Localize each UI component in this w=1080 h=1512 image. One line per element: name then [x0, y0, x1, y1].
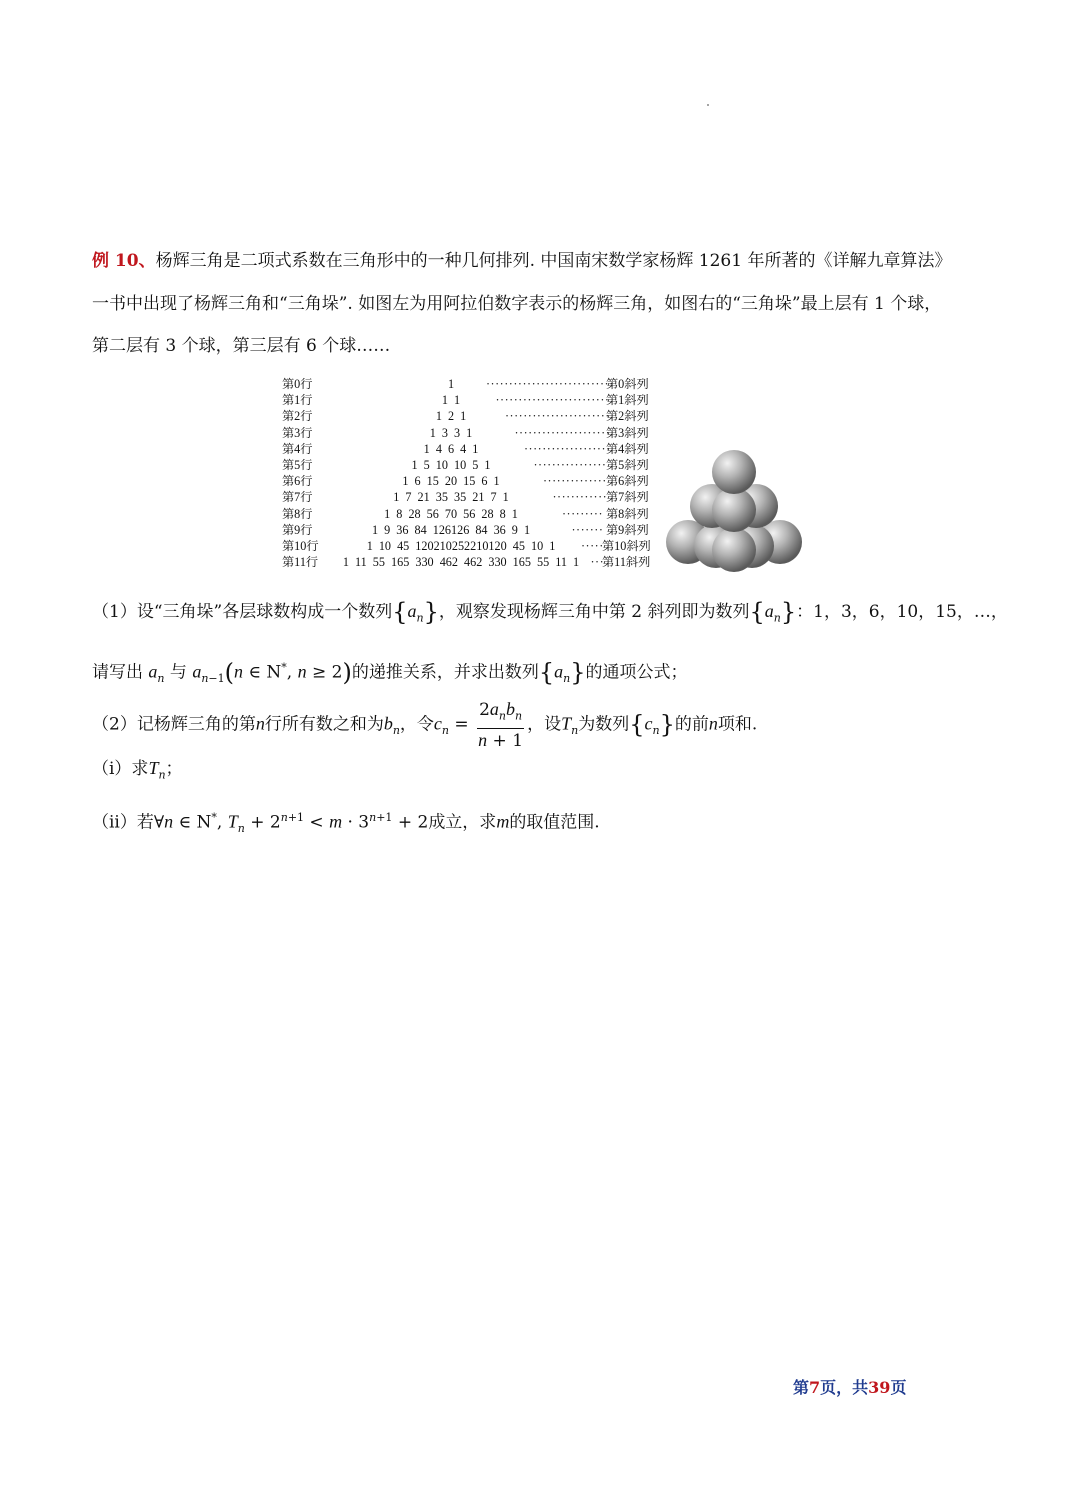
cn-fraction: $\frac{2a_nb_n}{n + 1}$ [478, 699, 524, 752]
row-numbers: 1 7 21 35 35 21 7 1 [393, 490, 509, 505]
diagonal-label: 第1斜列 [606, 393, 649, 408]
stray-dot [707, 104, 709, 106]
diagonal-label: 第3斜列 [606, 425, 649, 440]
row-numbers: 1 4 6 4 1 [423, 441, 479, 456]
dotted-leader: ················ [533, 458, 607, 472]
row-numbers: 1 5 10 10 5 1 [411, 458, 491, 472]
triangle-row [276, 554, 666, 570]
dotted-leader: ···························· [486, 377, 614, 391]
triangle-row [276, 392, 666, 408]
sphere-layer-1 [712, 450, 756, 494]
question-1-line-2: 请写出 $a_n$ 与 $a_{n-1}(n$ ∈ N*, n ≥ 2)的递推关系，并求出数列$\{a_n\}$的通项公式； [92, 658, 688, 687]
question-2-i: （i）求$T_n$； [92, 758, 183, 782]
row-numbers: 1 11 55 165 330 462 462 330 165 55 11 1 [342, 555, 580, 570]
row-label: 第8行 [282, 506, 313, 521]
row-label: 第9行 [282, 522, 313, 537]
question-2-ii: （ii）若∀n ∈ N*, $T_n + 2^{n+1} < m \cdot 3^{n+1} + 2$成立，求m的取值范围. [92, 811, 600, 836]
row-label: 第4行 [282, 441, 313, 456]
page-number: 7 [809, 1378, 821, 1397]
example-text-1: 杨辉三角是二项式系数在三角形中的一种几何排列. 中国南宋数学家杨辉 1261 年所著的《详解九章算法》 [155, 251, 952, 271]
row-label: 第6行 [282, 474, 313, 489]
triangle-row [276, 522, 666, 538]
row-numbers: 1 8 28 56 70 56 28 8 1 [384, 506, 518, 521]
dotted-leader: ··················· [524, 441, 611, 456]
total-pages: 39 [868, 1378, 891, 1397]
row-label: 第7行 [282, 490, 313, 505]
triangle-row [276, 408, 666, 424]
triangle-row [276, 376, 666, 392]
page-footer: 第7页，共39页 [793, 1378, 907, 1397]
dotted-leader: ········· [562, 506, 604, 521]
diagonal-label: 第5斜列 [606, 458, 649, 472]
triangle-row [276, 506, 666, 522]
diagonal-label: 第11斜列 [602, 555, 651, 570]
dotted-leader: ····· [581, 539, 604, 553]
row-label: 第10行 [282, 539, 319, 553]
dotted-leader: ····················· [514, 425, 611, 440]
row-label: 第1行 [282, 393, 313, 408]
row-numbers: 1 10 45 120210252210120 45 10 1 [366, 539, 556, 553]
triangle-row [276, 441, 666, 457]
question-2: （2）记杨辉三角的第n行所有数之和为$b_n$，令$c_n$ = $\frac{2a_nb_n}{n + 1}$ ，设$T_n$为数列$\{c_n\}$的前n项和. [92, 699, 758, 752]
dotted-leader: ························· [495, 393, 610, 408]
triangle-row [276, 489, 666, 505]
diagonal-label: 第10斜列 [602, 539, 651, 553]
row-label: 第5行 [282, 458, 313, 472]
diagonal-label: 第4斜列 [606, 441, 649, 456]
example-line-2: 一书中出现了杨辉三角和“三角垛”. 如图左为用阿拉伯数字表示的杨辉三角，如图右的“三角垛”最上层有 1 个球， [92, 294, 942, 314]
question-1-line-1: （1）设“三角垛”各层球数构成一个数列$\{a_n\}$，观察发现杨辉三角中第 2 斜列即为数列$\{a_n\}$：1，3，6，10，15，…， [92, 598, 1008, 626]
diagonal-label: 第2斜列 [606, 409, 649, 424]
example-label: 例 10、 [92, 251, 156, 271]
triangle-row [276, 457, 666, 473]
dotted-leader: ·············· [543, 474, 607, 489]
row-numbers: 1 3 3 1 [429, 425, 473, 440]
example-line-3: 第二层有 3 个球，第三层有 6 个球…… [92, 336, 391, 356]
diagonal-label: 第6斜列 [606, 474, 649, 489]
example-line-1 [92, 250, 992, 273]
dotted-leader: ············ [552, 490, 608, 505]
row-label: 第2行 [282, 409, 313, 424]
row-numbers: 1 [447, 377, 455, 391]
diagonal-label: 第7斜列 [606, 490, 649, 505]
dotted-leader: ······· [571, 522, 604, 537]
row-label: 第3行 [282, 425, 313, 440]
row-label: 第0行 [282, 377, 313, 391]
row-numbers: 1 1 [441, 393, 461, 408]
yanghui-triangle [276, 376, 666, 576]
row-numbers: 1 9 36 84 126126 84 36 9 1 [371, 522, 531, 537]
triangle-row [276, 538, 666, 554]
diagonal-label: 第9斜列 [606, 522, 649, 537]
diagonal-label: 第0斜列 [606, 377, 649, 391]
dotted-leader: ······················· [505, 409, 610, 424]
dotted-leader: ··· [590, 555, 605, 570]
row-numbers: 1 2 1 [435, 409, 467, 424]
diagonal-label: 第8斜列 [606, 506, 649, 521]
triangular-pile-figure [664, 446, 804, 574]
row-numbers: 1 6 15 20 15 6 1 [402, 474, 500, 489]
triangle-row [276, 425, 666, 441]
triangle-row [276, 473, 666, 489]
row-label: 第11行 [282, 555, 319, 570]
